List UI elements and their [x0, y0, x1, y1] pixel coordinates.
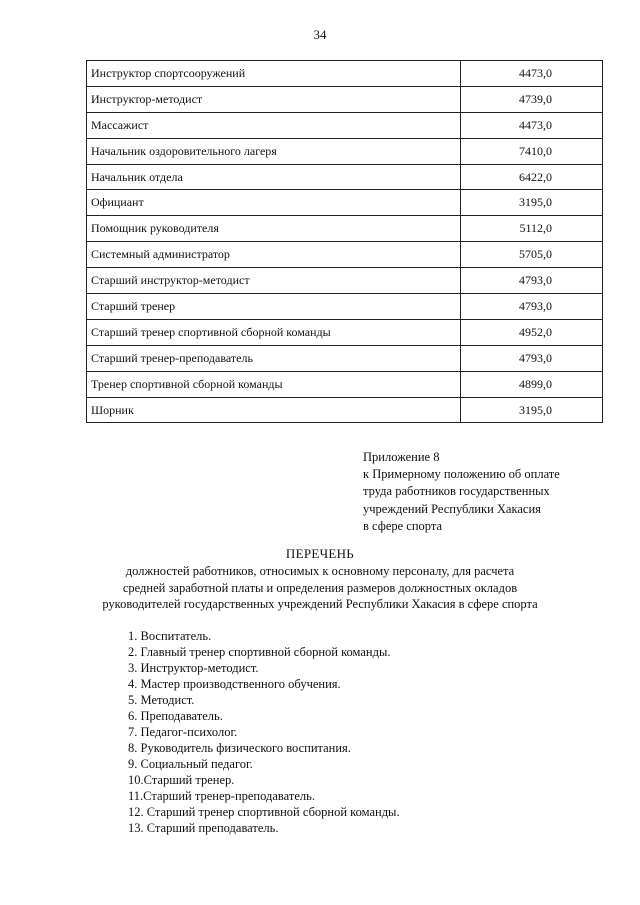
- table-row: [87, 397, 603, 423]
- table-row: [87, 164, 603, 190]
- table-row: [87, 61, 603, 87]
- table-row: [87, 345, 603, 371]
- list-item: 13. Старший преподаватель.: [128, 821, 279, 835]
- appendix-line: учреждений Республики Хакасия: [363, 501, 541, 516]
- salary-table: [86, 60, 603, 423]
- position-cell: Шорник: [87, 397, 461, 423]
- appendix-line: в сфере спорта: [363, 518, 443, 533]
- list-item: 9. Социальный педагог.: [128, 757, 253, 771]
- table-row: [87, 216, 603, 242]
- appendix-note: [363, 449, 560, 535]
- list-item: 6. Преподаватель.: [128, 709, 223, 723]
- appendix-line: к Примерному положению об оплате: [363, 467, 560, 482]
- salary-table-body: [87, 61, 603, 423]
- table-row: [87, 190, 603, 216]
- salary-value-cell: 5705,0: [461, 242, 603, 268]
- position-cell: Начальник отдела: [87, 164, 461, 190]
- position-cell: Старший тренер: [87, 294, 461, 320]
- salary-value-cell: 4473,0: [461, 61, 603, 87]
- table-row: [87, 242, 603, 268]
- list-item: 3. Инструктор-методист.: [128, 661, 259, 675]
- position-cell: Инструктор спортсооружений: [87, 61, 461, 87]
- salary-value-cell: 4952,0: [461, 319, 603, 345]
- list-item: 1. Воспитатель.: [128, 629, 212, 643]
- position-cell: Старший инструктор-методист: [87, 268, 461, 294]
- position-cell: Помощник руководителя: [87, 216, 461, 242]
- list-item: 10.Старший тренер.: [128, 773, 235, 787]
- list-item: 7. Педагог-психолог.: [128, 725, 238, 739]
- subtitle-line: должностей работников, относимых к основному персоналу, для расчета: [125, 564, 515, 578]
- appendix-line: Приложение 8: [363, 450, 440, 464]
- subtitle-line: средней заработной платы и определения размеров должностных окладов: [122, 580, 518, 595]
- position-cell: Тренер спортивной сборной команды: [87, 371, 461, 397]
- salary-value-cell: 4793,0: [461, 345, 603, 371]
- table-row: [87, 112, 603, 138]
- salary-value-cell: 4739,0: [461, 86, 603, 112]
- salary-value-cell: 4899,0: [461, 371, 603, 397]
- table-row: [87, 371, 603, 397]
- salary-value-cell: 6422,0: [461, 164, 603, 190]
- list-item: 4. Мастер производственного обучения.: [128, 677, 341, 691]
- salary-value-cell: 7410,0: [461, 138, 603, 164]
- salary-value-cell: 4793,0: [461, 268, 603, 294]
- table-row: [87, 86, 603, 112]
- position-cell: Инструктор-методист: [87, 86, 461, 112]
- position-cell: Официант: [87, 190, 461, 216]
- list-item: 2. Главный тренер спортивной сборной команды.: [128, 645, 391, 659]
- page-number: 34: [313, 27, 327, 42]
- position-cell: Старший тренер-преподаватель: [87, 345, 461, 371]
- list-item: 11.Старший тренер-преподаватель.: [128, 789, 315, 803]
- salary-value-cell: 3195,0: [461, 397, 603, 423]
- salary-value-cell: 4473,0: [461, 112, 603, 138]
- list-item: 5. Методист.: [128, 693, 195, 707]
- table-row: [87, 138, 603, 164]
- table-row: [87, 268, 603, 294]
- table-row: [87, 294, 603, 320]
- list-item: 8. Руководитель физического воспитания.: [128, 741, 351, 755]
- table-row: [87, 319, 603, 345]
- salary-value-cell: 5112,0: [461, 216, 603, 242]
- positions-list: [128, 628, 400, 836]
- list-subtitle: [60, 563, 580, 613]
- position-cell: Начальник оздоровительного лагеря: [87, 138, 461, 164]
- position-cell: Массажист: [87, 112, 461, 138]
- position-cell: Старший тренер спортивной сборной команды: [87, 319, 461, 345]
- salary-value-cell: 4793,0: [461, 294, 603, 320]
- subtitle-line: руководителей государственных учреждений Республики Хакасия в сфере спорта: [102, 597, 538, 612]
- list-item: 12. Старший тренер спортивной сборной команды.: [128, 805, 400, 819]
- appendix-line: труда работников государственных: [363, 484, 550, 499]
- salary-value-cell: 3195,0: [461, 190, 603, 216]
- list-title: ПЕРЕЧЕНЬ: [285, 546, 355, 561]
- position-cell: Системный администратор: [87, 242, 461, 268]
